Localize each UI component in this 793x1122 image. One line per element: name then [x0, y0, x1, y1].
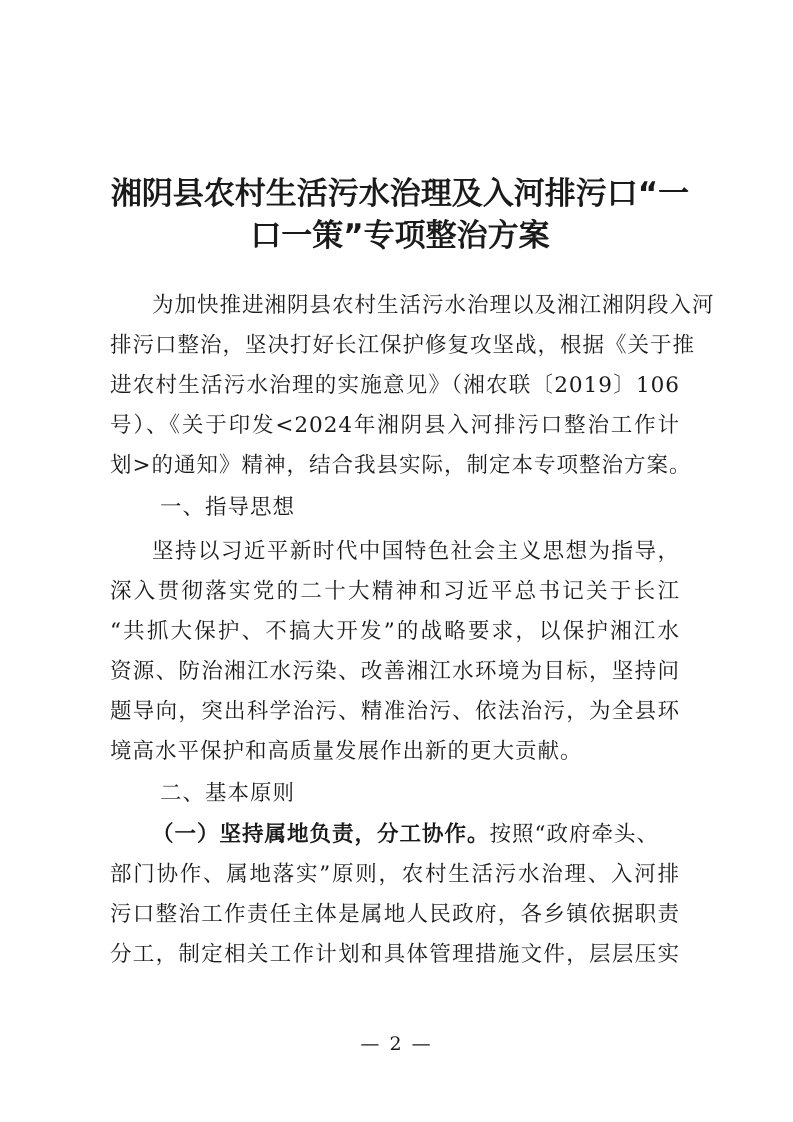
- paragraph-line: 坚持以习近平新时代中国特色社会主义思想为指导，: [152, 539, 680, 564]
- paragraph-line: 排污口整治，坚决打好长江保护修复攻坚战，根据《关于推: [110, 333, 696, 358]
- paragraph-line: 分工，制定相关工作计划和具体管理措施文件，层层压实: [110, 942, 680, 967]
- guiding-ideology-paragraph: [110, 532, 680, 772]
- paragraph-line: “共抓大保护、不搞大开发”的战略要求，以保护湘江水: [110, 619, 680, 644]
- paragraph-line: 资源、防治湘江水污染、改善湘江水环境为目标，坚持问: [110, 659, 680, 684]
- paragraph-line: 部门协作、属地落实”原则，农村生活污水治理、入河排: [110, 862, 680, 887]
- paragraph-line: 号）、《关于印发<2024年湘阴县入河排污口整治工作计: [110, 413, 680, 438]
- paragraph-line: 划>的通知》精神，结合我县实际，制定本专项整治方案。: [110, 453, 692, 478]
- section-heading-basic-principles: 二、基本原则: [160, 781, 296, 806]
- paragraph-line: 污口整治工作责任主体是属地人民政府，各乡镇依据职责: [110, 902, 680, 927]
- paragraph-line-first: [110, 815, 680, 855]
- document-title-line-1: 湘阴县农村生活污水治理及入河排污口“一: [110, 176, 690, 212]
- document-title-line-2: 口一策”专项整治方案: [250, 218, 550, 254]
- paragraph-line: 深入贯彻落实党的二十大精神和习近平总书记关于长江: [110, 579, 680, 604]
- paragraph-line: 境高水平保护和高质量发展作出新的更大贡献。: [110, 739, 583, 764]
- basic-principles-paragraph: [110, 815, 680, 975]
- intro-paragraph: [110, 286, 715, 486]
- paragraph-line: 题导向，突出科学治污、精准治污、依法治污，为全县环: [110, 699, 680, 724]
- subsection-lead-rest: 按照“政府牵头、: [489, 822, 660, 847]
- subsection-lead: （一）坚持属地负责，分工协作。: [152, 822, 490, 847]
- page-number: — 2 —: [360, 1033, 433, 1055]
- section-heading-guiding-ideology: 一、指导思想: [160, 495, 296, 520]
- paragraph-line: 为加快推进湘阴县农村生活污水治理以及湘江湘阴段入河: [152, 293, 715, 318]
- paragraph-line: 进农村生活污水治理的实施意见》（湘农联〔2019〕106: [110, 373, 680, 398]
